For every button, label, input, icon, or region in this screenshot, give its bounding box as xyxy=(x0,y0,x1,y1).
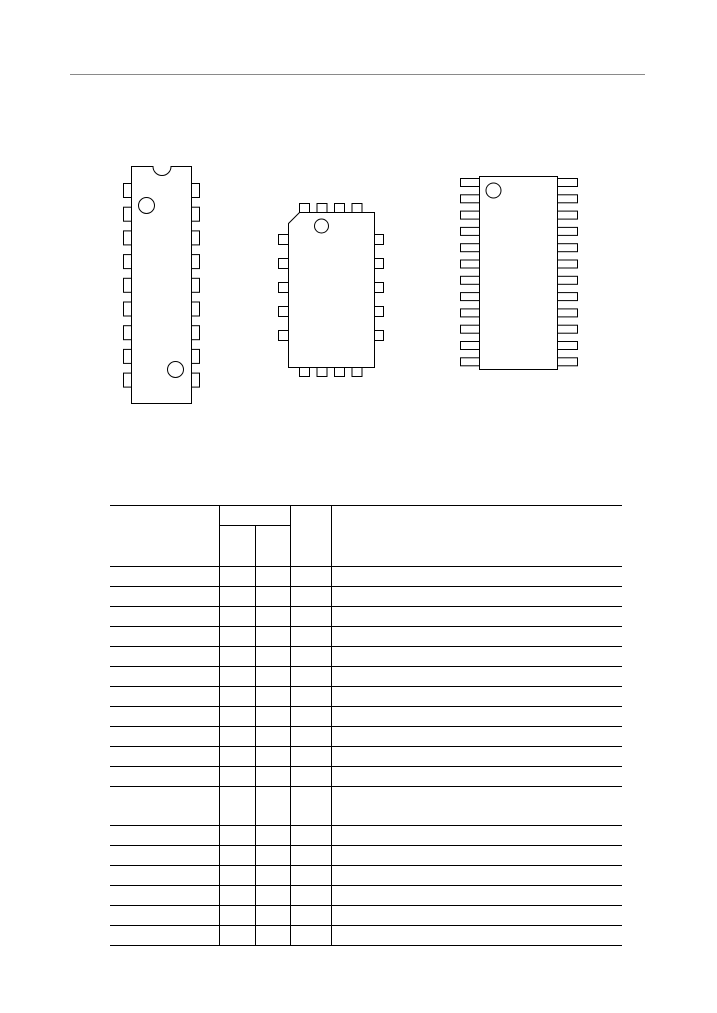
dip-pin xyxy=(124,255,132,269)
plcc-pin xyxy=(375,259,384,269)
plcc-pin xyxy=(375,235,384,245)
cell-io xyxy=(290,826,331,846)
dip-pin xyxy=(192,207,200,221)
table-row xyxy=(110,826,622,846)
plcc-pin xyxy=(279,307,289,317)
plcc-package xyxy=(279,204,384,377)
plcc-left-pins xyxy=(279,235,289,341)
plcc-pin xyxy=(300,204,310,213)
cell-pin-number-a xyxy=(219,906,255,926)
cell-io xyxy=(290,747,331,767)
plcc-body xyxy=(289,213,375,368)
header-pin-number-package-a xyxy=(219,526,255,567)
sop-pin xyxy=(461,195,480,203)
plcc-pin xyxy=(375,331,384,341)
dip-pin xyxy=(124,349,132,363)
cell-io xyxy=(290,787,331,826)
cell-pin-number-a xyxy=(219,567,255,587)
dip-package xyxy=(124,167,200,404)
cell-pin-number-b xyxy=(255,846,290,866)
cell-io xyxy=(290,866,331,886)
table-row xyxy=(110,567,622,587)
sop-pin xyxy=(558,293,578,301)
cell-function xyxy=(331,906,622,926)
cell-pin-name xyxy=(110,747,219,767)
plcc-pin xyxy=(335,204,345,213)
table-row xyxy=(110,687,622,707)
sop-pin xyxy=(558,211,578,219)
dip-pin xyxy=(192,302,200,316)
cell-pin-name xyxy=(110,787,219,826)
sop-body xyxy=(480,177,558,370)
cell-pin-name xyxy=(110,727,219,747)
dip-pin xyxy=(192,255,200,269)
dip-pin xyxy=(192,326,200,340)
cell-pin-number-b xyxy=(255,747,290,767)
sop-pin xyxy=(558,358,578,366)
cell-function xyxy=(331,587,622,607)
plcc-pin xyxy=(300,368,310,377)
cell-io xyxy=(290,846,331,866)
plcc-pin xyxy=(279,259,289,269)
cell-pin-name xyxy=(110,846,219,866)
dip-pin xyxy=(124,184,132,198)
cell-pin-number-b xyxy=(255,926,290,946)
dip-pin xyxy=(192,231,200,245)
cell-io xyxy=(290,886,331,906)
cell-pin-number-a xyxy=(219,846,255,866)
dip-body xyxy=(132,167,192,404)
cell-io xyxy=(290,647,331,667)
cell-pin-number-a xyxy=(219,667,255,687)
cell-pin-number-b xyxy=(255,886,290,906)
sop-pin1-dot xyxy=(486,183,501,198)
cell-io xyxy=(290,926,331,946)
cell-pin-number-b xyxy=(255,667,290,687)
plcc-right-pins xyxy=(375,235,384,341)
cell-pin-number-b xyxy=(255,727,290,747)
table-row xyxy=(110,627,622,647)
cell-pin-number-b xyxy=(255,906,290,926)
sop-pin xyxy=(558,260,578,268)
cell-function xyxy=(331,647,622,667)
dip-pin xyxy=(124,207,132,221)
cell-pin-number-a xyxy=(219,707,255,727)
cell-pin-number-b xyxy=(255,866,290,886)
cell-pin-number-b xyxy=(255,787,290,826)
header-pin-number-package-b xyxy=(255,526,290,567)
sop-pin xyxy=(461,358,480,366)
sop-pin xyxy=(461,325,480,333)
sop-pin xyxy=(461,227,480,235)
cell-pin-number-b xyxy=(255,707,290,727)
table-row xyxy=(110,767,622,787)
table-row xyxy=(110,587,622,607)
cell-function xyxy=(331,926,622,946)
table-row xyxy=(110,886,622,906)
cell-pin-number-b xyxy=(255,767,290,787)
sop-pin xyxy=(461,293,480,301)
sop-pin xyxy=(558,227,578,235)
sop-pin xyxy=(461,342,480,350)
header-pin-name xyxy=(110,506,219,567)
sop-right-pins xyxy=(558,179,578,366)
cell-function xyxy=(331,866,622,886)
sop-pin xyxy=(461,260,480,268)
cell-pin-name xyxy=(110,906,219,926)
cell-pin-name xyxy=(110,866,219,886)
cell-io xyxy=(290,667,331,687)
cell-function xyxy=(331,667,622,687)
cell-io xyxy=(290,767,331,787)
table-row xyxy=(110,747,622,767)
cell-function xyxy=(331,567,622,587)
cell-function xyxy=(331,886,622,906)
dip-left-pins xyxy=(124,184,132,388)
cell-io xyxy=(290,707,331,727)
cell-pin-number-a xyxy=(219,587,255,607)
cell-function xyxy=(331,707,622,727)
cell-io xyxy=(290,567,331,587)
cell-io xyxy=(290,627,331,647)
sop-pin xyxy=(558,244,578,252)
cell-pin-number-a xyxy=(219,767,255,787)
cell-pin-number-a xyxy=(219,687,255,707)
cell-io xyxy=(290,727,331,747)
cell-function xyxy=(331,747,622,767)
cell-pin-name xyxy=(110,667,219,687)
cell-pin-number-a xyxy=(219,627,255,647)
table-header-row xyxy=(110,506,622,526)
sop-pin xyxy=(558,195,578,203)
plcc-pin xyxy=(279,331,289,341)
table-row xyxy=(110,846,622,866)
sop-pin xyxy=(558,309,578,317)
sop-pin xyxy=(461,309,480,317)
cell-pin-name xyxy=(110,707,219,727)
plcc-pin1-dot xyxy=(315,219,329,233)
cell-pin-name xyxy=(110,567,219,587)
cell-pin-name xyxy=(110,926,219,946)
plcc-pin xyxy=(317,204,327,213)
dip-pin xyxy=(192,184,200,198)
cell-io xyxy=(290,687,331,707)
table-row xyxy=(110,707,622,727)
table-row xyxy=(110,906,622,926)
cell-function xyxy=(331,607,622,627)
cell-pin-number-a xyxy=(219,747,255,767)
dip-ejector-dot xyxy=(168,362,184,378)
plcc-pin xyxy=(335,368,345,377)
cell-pin-number-b xyxy=(255,627,290,647)
cell-pin-name xyxy=(110,767,219,787)
cell-pin-name xyxy=(110,627,219,647)
cell-pin-name xyxy=(110,826,219,846)
cell-pin-number-b xyxy=(255,607,290,627)
table-row xyxy=(110,727,622,747)
cell-function xyxy=(331,727,622,747)
table-row xyxy=(110,787,622,826)
plcc-pin xyxy=(317,368,327,377)
plcc-pin xyxy=(375,283,384,293)
sop-pin xyxy=(558,179,578,187)
sop-pin xyxy=(461,244,480,252)
dip-right-pins xyxy=(192,184,200,388)
sop-pin xyxy=(558,325,578,333)
cell-pin-number-a xyxy=(219,886,255,906)
cell-pin-number-b xyxy=(255,567,290,587)
plcc-pin xyxy=(375,307,384,317)
table-row xyxy=(110,667,622,687)
cell-pin-name xyxy=(110,607,219,627)
plcc-pin xyxy=(279,235,289,245)
cell-function xyxy=(331,787,622,826)
plcc-pin xyxy=(352,368,362,377)
cell-pin-number-a xyxy=(219,647,255,667)
header-function xyxy=(331,506,622,567)
cell-pin-number-b xyxy=(255,647,290,667)
dip-pin1-dot xyxy=(139,198,155,214)
cell-pin-number-b xyxy=(255,587,290,607)
cell-io xyxy=(290,607,331,627)
table-row xyxy=(110,926,622,946)
cell-function xyxy=(331,826,622,846)
cell-pin-number-a xyxy=(219,866,255,886)
dip-pin xyxy=(124,326,132,340)
dip-pin xyxy=(124,278,132,292)
sop-package xyxy=(461,177,578,370)
cell-pin-number-a xyxy=(219,826,255,846)
cell-function xyxy=(331,627,622,647)
plcc-top-pins xyxy=(300,204,363,213)
table-row xyxy=(110,647,622,667)
sop-pin xyxy=(558,342,578,350)
dip-pin xyxy=(124,373,132,387)
cell-pin-name xyxy=(110,687,219,707)
cell-io xyxy=(290,587,331,607)
cell-pin-name xyxy=(110,587,219,607)
dip-pin xyxy=(124,231,132,245)
cell-pin-number-b xyxy=(255,687,290,707)
header-pin-number xyxy=(219,506,290,526)
table-row xyxy=(110,866,622,886)
cell-pin-number-b xyxy=(255,826,290,846)
pin-description-table xyxy=(110,505,622,946)
cell-io xyxy=(290,906,331,926)
plcc-pin xyxy=(279,283,289,293)
cell-pin-number-a xyxy=(219,607,255,627)
plcc-bottom-pins xyxy=(300,368,363,377)
dip-pin xyxy=(192,278,200,292)
sop-pin xyxy=(558,276,578,284)
cell-pin-number-a xyxy=(219,787,255,826)
table-row xyxy=(110,607,622,627)
cell-pin-name xyxy=(110,886,219,906)
sop-left-pins xyxy=(461,179,480,366)
cell-pin-number-a xyxy=(219,926,255,946)
sop-pin xyxy=(461,179,480,187)
plcc-pin xyxy=(352,204,362,213)
cell-pin-name xyxy=(110,647,219,667)
cell-function xyxy=(331,846,622,866)
cell-function xyxy=(331,767,622,787)
cell-pin-number-a xyxy=(219,727,255,747)
dip-pin xyxy=(124,302,132,316)
sop-pin xyxy=(461,211,480,219)
dip-pin xyxy=(192,349,200,363)
sop-pin xyxy=(461,276,480,284)
header-io xyxy=(290,506,331,567)
dip-pin xyxy=(192,373,200,387)
cell-function xyxy=(331,687,622,707)
